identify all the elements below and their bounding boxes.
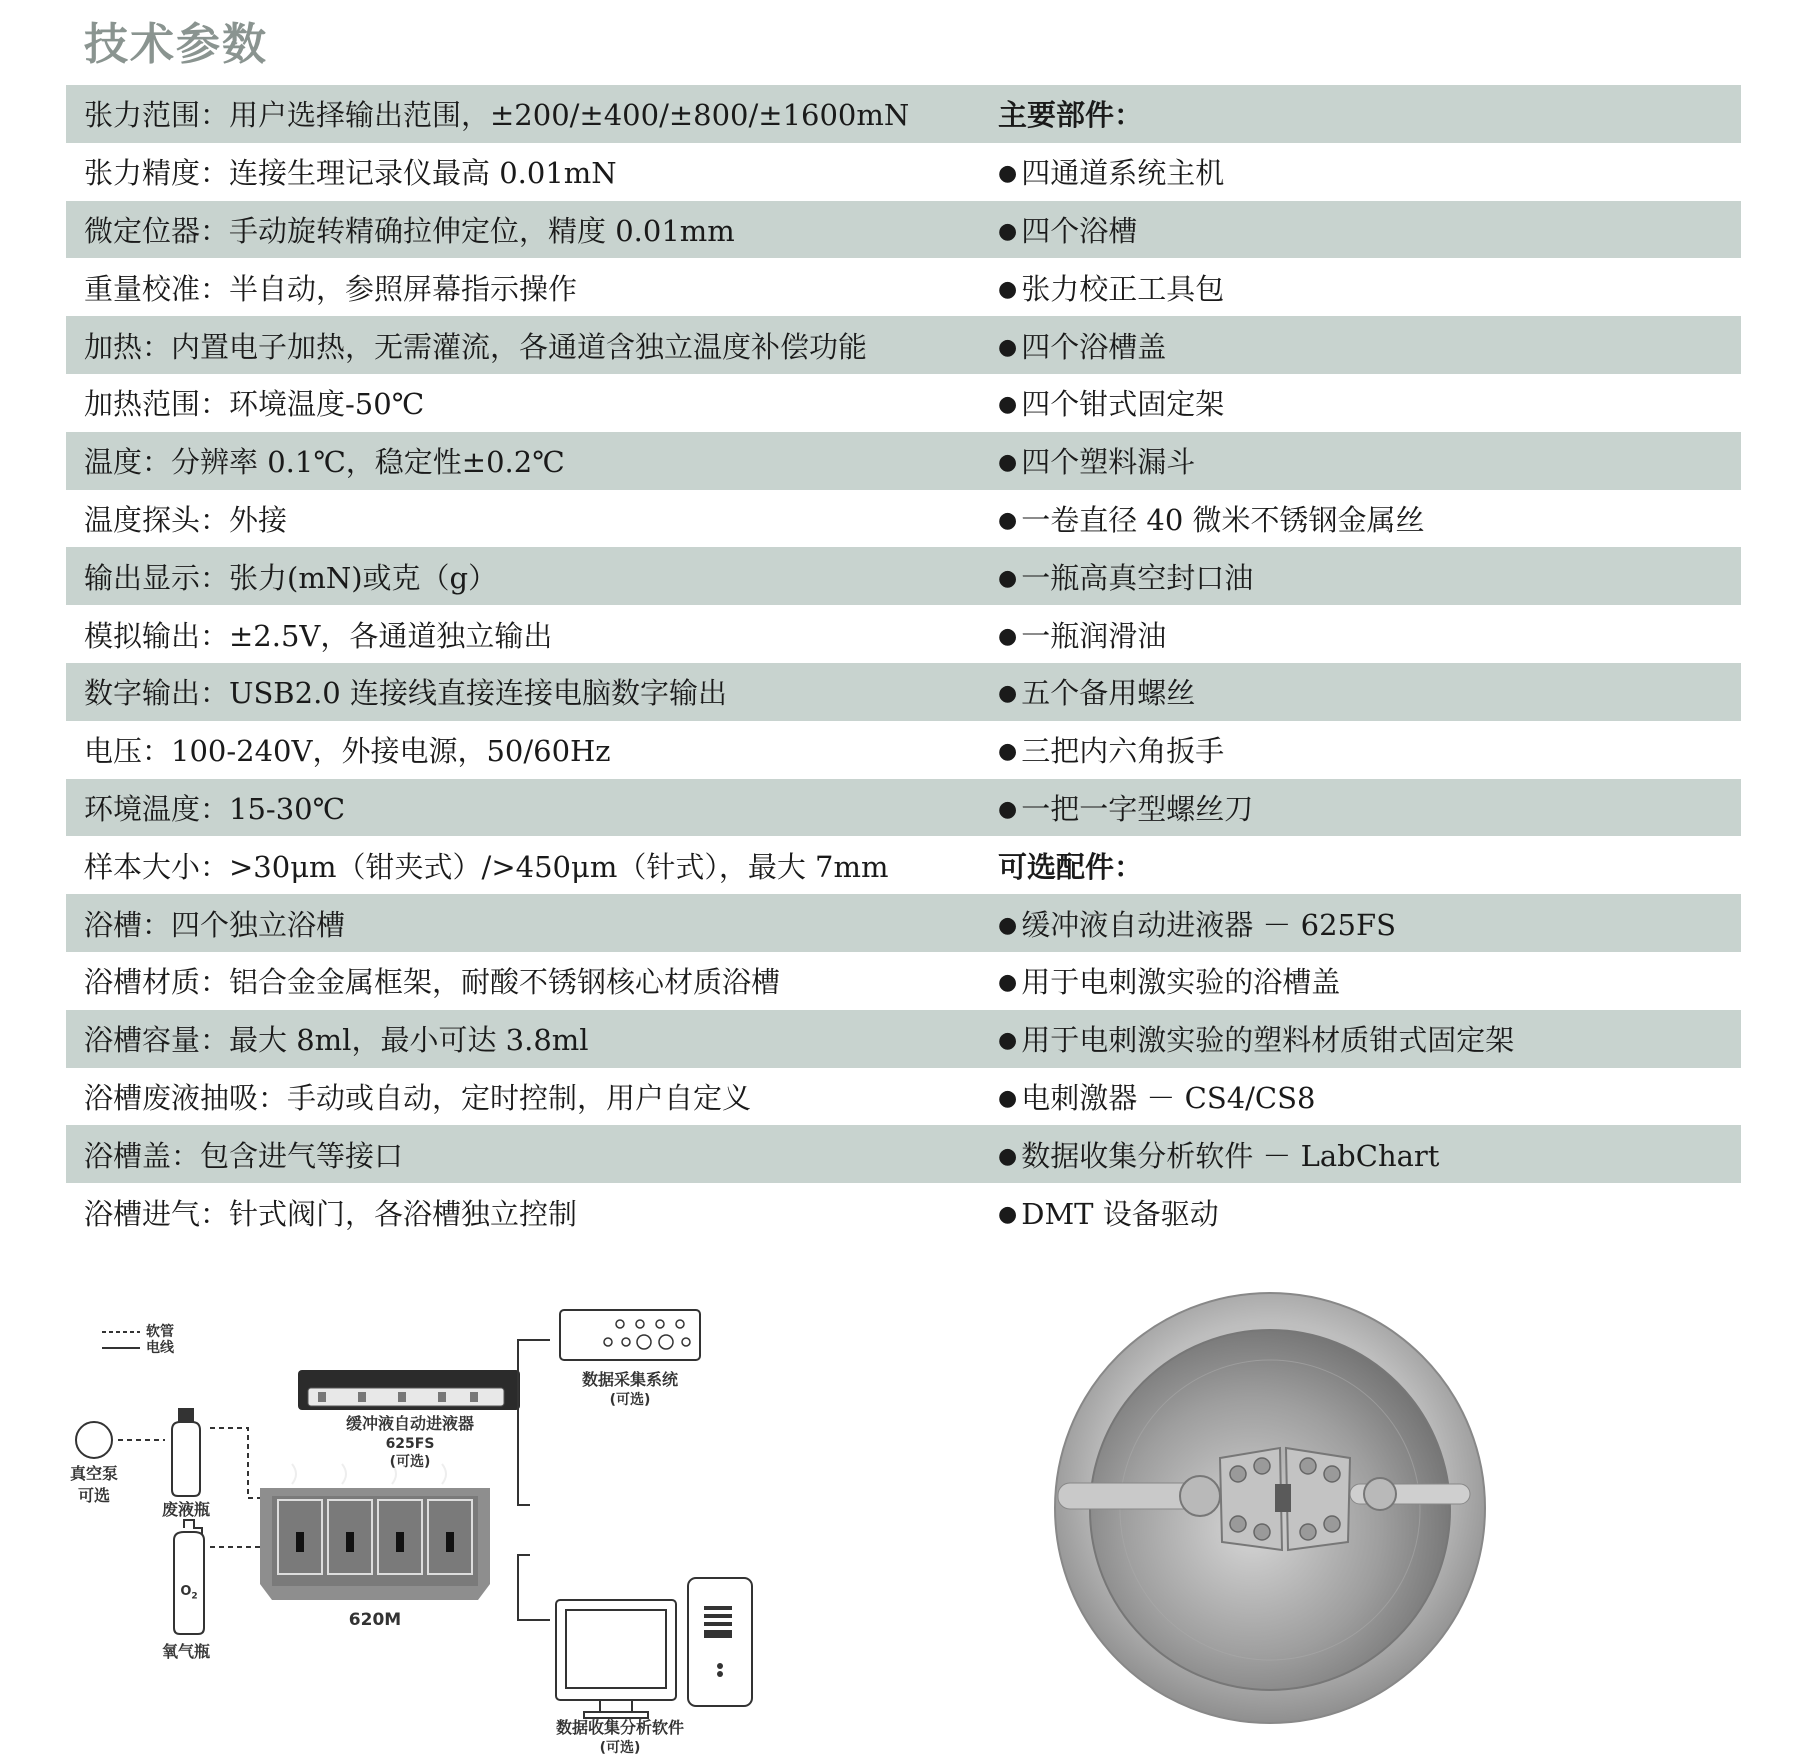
component-item [986,325,1741,366]
legend-tube-label: 软管 [146,1324,174,1340]
bullet-icon: ● [998,623,1018,649]
component-item-text: 一卷直径 40 微米不锈钢金属丝 [1021,502,1425,537]
component-item-text: 四通道系统主机 [1021,156,1225,191]
spec-row [66,1010,1741,1068]
component-item [986,556,1741,597]
component-item [986,1018,1741,1059]
page-title: 技术参数 [84,19,268,70]
daq-label: 数据采集系统 [581,1370,678,1389]
bullet-icon: ● [998,1143,1018,1169]
spec-table [66,85,1741,1241]
spec-row [66,663,1741,721]
spec-parameter: 张力范围：用户选择输出范围，±200/±400/±800/±1600mN [84,98,910,133]
bullet-icon: ● [998,1028,1018,1054]
bullet-icon: ● [998,334,1018,360]
spec-parameter: 微定位器：手动旋转精确拉伸定位，精度 0.01mm [84,213,735,248]
spec-row [66,836,1741,894]
buffer-feeder-icon [298,1370,520,1410]
spec-row [66,779,1741,837]
buffer-feeder-optional: (可选) [389,1454,431,1470]
component-item-text: 张力校正工具包 [1021,271,1225,306]
spec-parameter: 加热：内置电子加热，无需灌流，各通道含独立温度补偿功能 [84,329,868,364]
spec-parameter: 温度：分辨率 0.1℃，稳定性±0.2℃ [84,445,565,480]
component-item-text: 用于电刺激实验的塑料材质钳式固定架 [1021,1023,1515,1058]
waste-bottle-icon [172,1408,200,1496]
bullet-icon: ● [998,392,1018,418]
spec-row [66,316,1741,374]
buffer-feeder-model: 625FS [385,1436,435,1452]
component-item [986,614,1741,655]
spec-row [66,952,1741,1010]
diagram-graphics [60,1300,890,1755]
bullet-icon: ● [998,276,1018,302]
bullet-icon: ● [998,161,1018,187]
daq-device-icon [560,1310,700,1360]
component-item-text: 四个浴槽 [1021,213,1138,248]
component-item [986,1076,1741,1117]
waste-bottle-label: 废液瓶 [161,1500,210,1519]
oxygen-bottle-label: 氧气瓶 [161,1642,210,1661]
component-item-text: 用于电刺激实验的浴槽盖 [1021,965,1341,1000]
component-item-text: 四个浴槽盖 [1021,329,1167,364]
component-item [986,440,1741,481]
bullet-icon: ● [998,970,1018,996]
component-item-text: 四个塑料漏斗 [1021,445,1196,480]
bullet-icon: ● [998,681,1018,707]
bullet-icon: ● [998,1085,1018,1111]
component-item [986,960,1741,1001]
spec-row [66,143,1741,201]
spec-parameter: 浴槽盖：包含进气等接口 [84,1138,404,1173]
spec-parameter: 输出显示：张力(mN)或克（g） [84,560,498,595]
spec-row [66,432,1741,490]
spec-row [66,85,1741,143]
vacuum-optional-label: 可选 [77,1486,110,1505]
spec-parameter: 加热范围：环境温度-50℃ [84,387,425,422]
component-heading: 主要部件： [998,98,1144,133]
component-item [986,1134,1741,1175]
vacuum-pump-icon [76,1422,112,1458]
component-heading: 可选配件： [998,849,1144,884]
main-unit-icon [260,1464,490,1600]
monitor-icon [556,1600,676,1718]
component-item [986,267,1741,308]
spec-row [66,374,1741,432]
component-item-text: 电刺激器 － CS4/CS8 [1021,1080,1316,1115]
spec-parameter: 浴槽进气：针式阀门，各浴槽独立控制 [84,1196,578,1231]
spec-parameter: 样本大小：>30μm（钳夹式）/>450μm（针式），最大 7mm [84,849,889,884]
component-item [986,787,1741,828]
component-item-text: 三把内六角扳手 [1021,734,1225,769]
spec-row [66,201,1741,259]
legend-wire-label: 电线 [146,1340,174,1356]
component-item [986,498,1741,539]
spec-row [66,547,1741,605]
computer-tower-icon [688,1578,752,1706]
component-item-text: 五个备用螺丝 [1021,676,1196,711]
bullet-icon: ● [998,218,1018,244]
bullet-icon: ● [998,912,1018,938]
spec-row [66,1125,1741,1183]
bullet-icon: ● [998,565,1018,591]
component-item-text: 数据收集分析软件 － LabChart [1021,1138,1440,1173]
daq-optional-label: (可选) [609,1392,651,1408]
spec-parameter: 环境温度：15-30℃ [84,791,346,826]
bath-chamber-photo [1050,1288,1490,1738]
component-item [986,671,1741,712]
spec-parameter: 浴槽废液抽吸：手动或自动，定时控制，用户自定义 [84,1080,752,1115]
bullet-icon: ● [998,796,1018,822]
software-optional-label: (可选) [599,1740,641,1756]
component-item [986,151,1741,192]
spec-parameter: 温度探头：外接 [84,502,288,537]
bullet-icon: ● [998,1201,1018,1227]
spec-row [66,605,1741,663]
o2-label: $O_2$ [180,1584,198,1602]
system-diagram [60,1300,890,1755]
component-item-text: 缓冲液自动进液器 － 625FS [1021,907,1396,942]
component-item [986,729,1741,770]
component-item-text: 四个钳式固定架 [1021,387,1225,422]
component-item [986,209,1741,250]
bullet-icon: ● [998,450,1018,476]
spec-row [66,490,1741,548]
component-item-text: 一瓶高真空封口油 [1021,560,1254,595]
spec-parameter: 重量校准：半自动，参照屏幕指示操作 [84,271,578,306]
spec-parameter: 浴槽材质：铝合金金属框架，耐酸不锈钢核心材质浴槽 [84,965,781,1000]
spec-parameter: 模拟输出：±2.5V，各通道独立输出 [84,618,553,653]
spec-row [66,258,1741,316]
software-label: 数据收集分析软件 [555,1718,684,1737]
component-item [986,903,1741,944]
component-item-text: DMT 设备驱动 [1021,1196,1219,1231]
component-item-text: 一把一字型螺丝刀 [1021,791,1254,826]
bullet-icon: ● [998,739,1018,765]
spec-parameter: 浴槽容量：最大 8ml，最小可达 3.8ml [84,1023,589,1058]
oxygen-bottle-icon [174,1520,204,1634]
spec-parameter: 张力精度：连接生理记录仪最高 0.01mN [84,156,617,191]
spec-row [66,1183,1741,1241]
buffer-feeder-label: 缓冲液自动进液器 [345,1414,474,1433]
spec-row [66,721,1741,779]
spec-parameter: 数字输出：USB2.0 连接线直接连接电脑数字输出 [84,676,727,711]
bullet-icon: ● [998,507,1018,533]
component-item-text: 一瓶润滑油 [1021,618,1167,653]
spec-parameter: 浴槽：四个独立浴槽 [84,907,346,942]
component-item [986,1192,1741,1233]
spec-parameter: 电压：100-240V，外接电源，50/60Hz [84,734,611,769]
main-unit-label: 620M [348,1610,402,1630]
spec-row [66,894,1741,952]
component-item [986,382,1741,423]
vacuum-pump-label: 真空泵 [69,1464,118,1483]
spec-row [66,1068,1741,1126]
